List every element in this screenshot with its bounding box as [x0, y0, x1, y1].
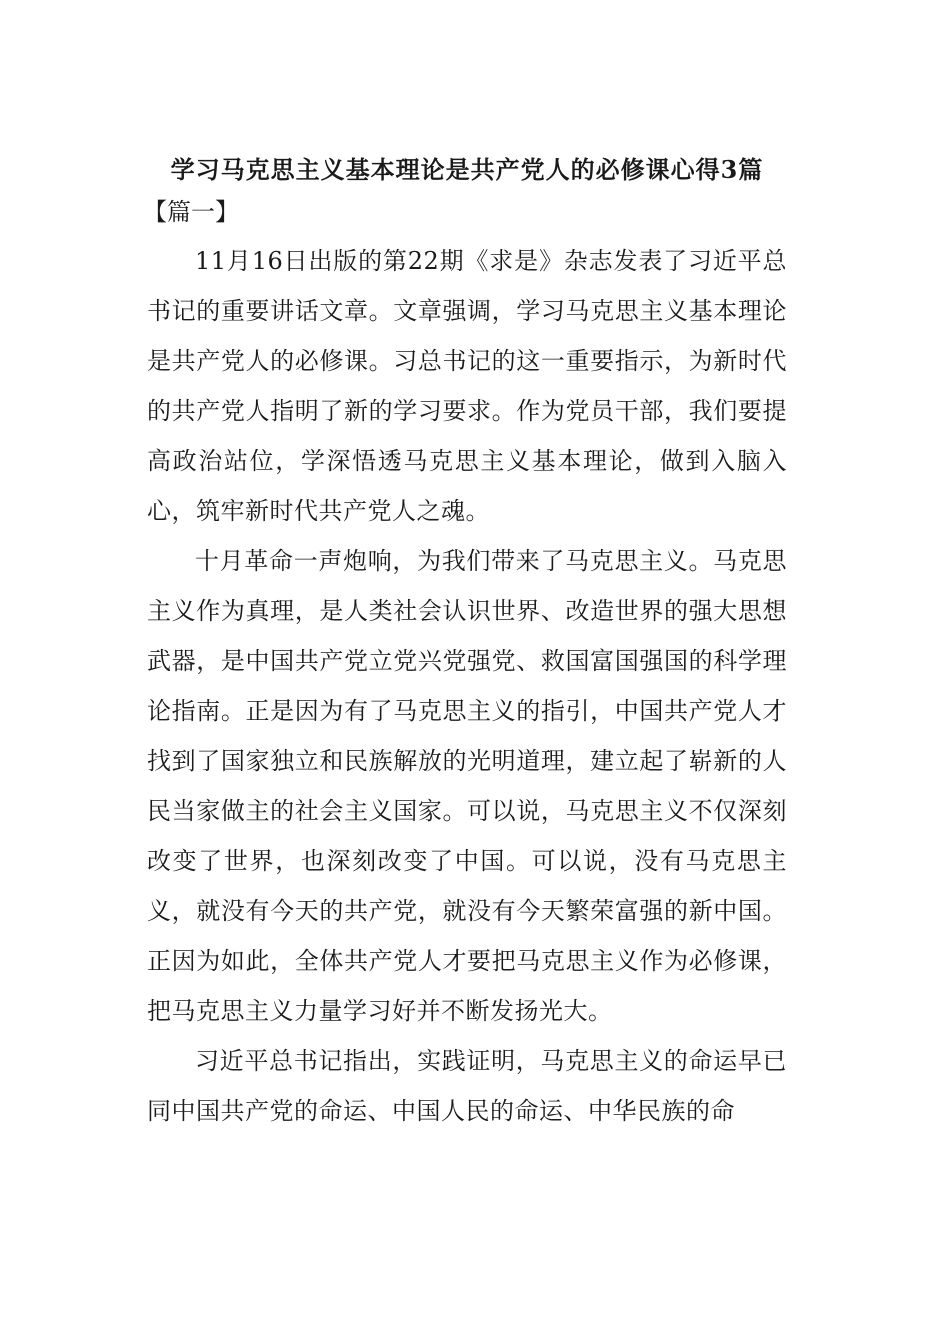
document-title: 学习马克思主义基本理论是共产党人的必修课心得3篇 [170, 155, 764, 184]
section-label: 【篇一】 [143, 198, 239, 226]
paragraph: 十月革命一声炮响，为我们带来了马克思主义。马克思主义作为真理，是人类社会认识世界、改造世界的强大思想武器，是中国共产党立党兴党强党、救国富国强国的科学理论指南。正是因为有了马克思主义的指引，中国共产党人才找到了国家独立和民族解放的光明道理，建立起了崭新的人民当家做主的社会主义国家。可以说，马克思主义不仅深刻改变了世界，也深刻改变了中国。可以说，没有马克思主义，就没有今天的共产党，就没有今天繁荣富强的新中国。正因为如此，全体共产党人才要把马克思主义作为必修课，把马克思主义力量学习好并不断发扬光大。 [147, 547, 787, 1025]
document-body [143, 150, 787, 1136]
paragraph: 11月16日出版的第22期《求是》杂志发表了习近平总书记的重要讲话文章。文章强调，学习马克思主义基本理论是共产党人的必修课。习总书记的这一重要指示，为新时代的共产党人指明了新的学习要求。作为党员干部，我们要提高政治站位，学深悟透马克思主义基本理论，做到入脑入心，筑牢新时代共产党人之魂。 [147, 247, 787, 525]
paragraph: 习近平总书记指出，实践证明，马克思主义的命运早已同中国共产党的命运、中国人民的命运、中华民族的命 [147, 1047, 787, 1125]
